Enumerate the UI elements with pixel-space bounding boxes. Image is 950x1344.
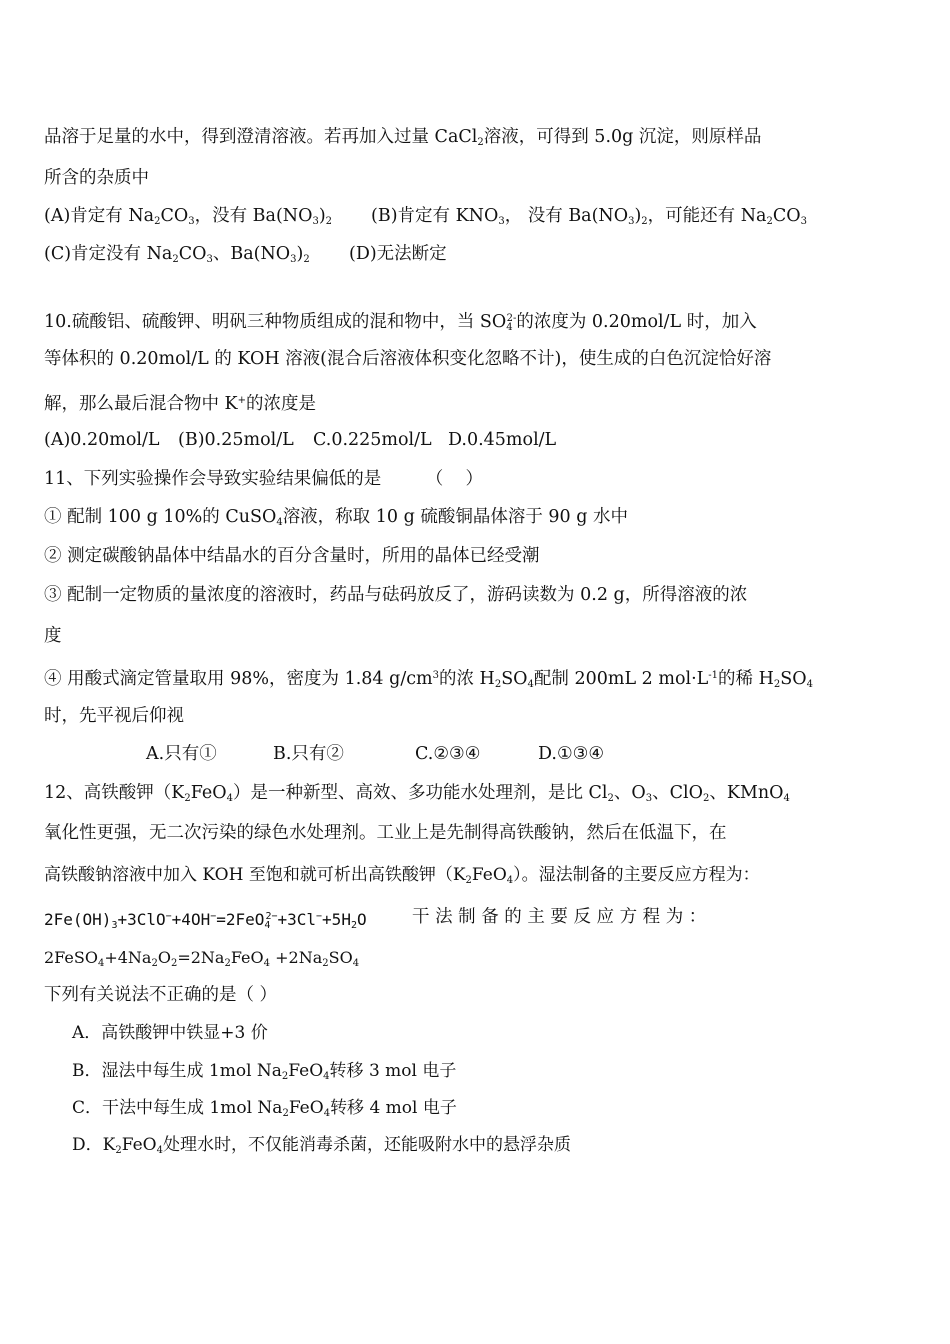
q12-wet-equation: $2Fe(OH)_3+3ClO^-+4OH^-=2FeO_4^{2-}+3Cl^-+5H_2O$ — [44, 910, 367, 931]
q10-stem-line-2: 等体积的 0.20mol/L 的 KOH 溶液(混合后溶液体积变化忽略不计)，使生成的白色沉淀恰好溶 — [44, 349, 772, 369]
q12-dry-equation: $2FeSO_4+4Na_2O_2=2Na_2FeO_4 +2Na_2SO_4$ — [44, 948, 360, 969]
q12-dry-method-label: 干 法 制 备 的 主 要 反 应 方 程 为 ： — [412, 907, 707, 927]
q11-option-c: C.②③④ — [415, 744, 481, 764]
q12-option-d: D．$K_2FeO_4$处理水时，不仅能消毒杀菌，还能吸附水中的悬浮杂质 — [72, 1135, 571, 1156]
q12-option-c: C．干法中每生成 1mol $Na_2FeO_4$转移 4 mol 电子 — [72, 1098, 457, 1119]
q12-stem-line-3: 高铁酸钠溶液中加入 KOH 至饱和就可析出高铁酸钾$(K_2FeO_4)$。湿法制备的主要反应方程为： — [44, 865, 760, 886]
q10-stem-line-3: 解，那么最后混合物中 K+的浓度是 — [44, 394, 317, 414]
q11-item-1: ① 配制 100 g 10%的 CuSO$_4$溶液，称取 10 g 硫酸铜晶体溶于 90 g 水中 — [44, 507, 629, 528]
q10-option-c: C.0.225mol/L — [313, 430, 432, 450]
q12-stem-line-1: 12、高铁酸钾$(K_2FeO_4)$是一种新型、高效、多功能水处理剂，是比 $Cl_2$、$O_3$、ClO$_2$、KMnO$_4$ — [44, 783, 790, 804]
q9-option-c: (C)肯定没有 $Na_2CO_3$、$Ba(NO_3)_2$ — [44, 244, 310, 265]
q10-stem-line-1: 10.硫酸铝、硫酸钾、明矾三种物质组成的混和物中，当 $SO_4^{2-}$的浓度为 0.20mol/L 时，加入 — [44, 312, 757, 333]
q12-option-b: B．湿法中每生成 1mol $Na_2FeO_4$转移 3 mol 电子 — [72, 1061, 457, 1082]
q11-item-2: ② 测定碳酸钠晶体中结晶水的百分含量时，所用的晶体已经受潮 — [44, 546, 540, 566]
q10-option-a: (A)0.20mol/L — [44, 430, 160, 450]
q12-question: 下列有关说法不正确的是（ ） — [44, 985, 278, 1005]
q10-option-d: D.0.45mol/L — [448, 430, 557, 450]
q9-option-a: (A)肯定有 $Na_2CO_3$，没有 $Ba(NO_3)_2$ — [44, 206, 333, 227]
q11-item-4: ④ 用酸式滴定管量取用 98%，密度为 1.84 $g/cm^3$的浓 $H_2SO_4$配制 200mL 2 $mol\cdot L^{-1}$的稀 $H_2SO_4$ — [44, 669, 813, 690]
q11-option-a: A.只有① — [146, 744, 217, 764]
q12-option-a: A．高铁酸钾中铁显+3 价 — [72, 1023, 268, 1043]
q9-continuation-line-2: 所含的杂质中 — [44, 168, 149, 188]
q11-item-3-continuation: 度 — [44, 626, 62, 646]
q11-item-4-continuation: 时，先平视后仰视 — [44, 706, 184, 726]
q11-option-b: B.只有② — [273, 744, 344, 764]
q11-item-3: ③ 配制一定物质的量浓度的溶液时，药品与砝码放反了，游码读数为 0.2 g，所得溶液的浓 — [44, 585, 748, 605]
q11-title: 11、下列实验操作会导致实验结果偏低的是 （ ） — [44, 469, 484, 489]
q12-stem-line-2: 氧化性更强，无二次污染的绿色水处理剂。工业上是先制得高铁酸钠，然后在低温下，在 — [44, 823, 727, 843]
q11-option-d: D.①③④ — [538, 744, 605, 764]
q10-option-b: (B)0.25mol/L — [178, 430, 294, 450]
q9-continuation-line-1: 品溶于足量的水中，得到澄清溶液。若再加入过量 CaCl$_2$溶液，可得到 5.0g 沉淀，则原样品 — [44, 127, 762, 148]
q9-option-b: (B)肯定有 $KNO_3$， 没有 $Ba(NO_3)_2$，可能还有 $Na_2CO_3$ — [371, 206, 807, 227]
q9-option-d: (D)无法断定 — [349, 244, 447, 264]
